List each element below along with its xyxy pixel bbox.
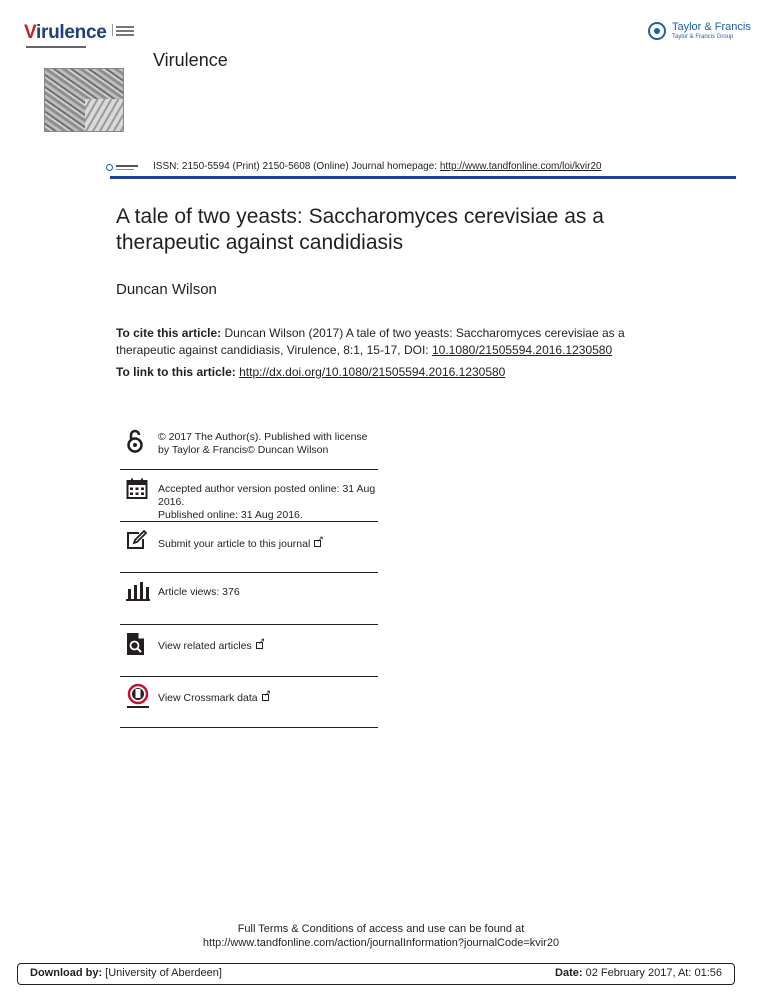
terms-line-1: Full Terms & Conditions of access and use can be found at xyxy=(237,923,525,935)
terms-notice xyxy=(0,922,762,950)
crossmark-link[interactable]: View Crossmark data xyxy=(158,692,258,704)
cover-logo: Virulence xyxy=(24,22,107,43)
cite-label: To cite this article: xyxy=(116,326,222,340)
small-publisher-icon xyxy=(106,163,140,172)
dates-row xyxy=(120,478,378,522)
calendar-icon xyxy=(126,478,148,500)
article-url-link[interactable]: http://dx.doi.org/10.1080/21505594.2016.1230580 xyxy=(239,365,506,379)
publisher-logo xyxy=(648,20,751,46)
external-link-icon xyxy=(314,540,321,547)
link-label: To link to this article: xyxy=(116,365,240,379)
info-divider xyxy=(120,727,378,728)
crossmark-icon xyxy=(126,684,150,710)
cover-tagline xyxy=(26,46,86,48)
search-document-icon xyxy=(126,632,146,656)
license-row xyxy=(120,428,378,468)
dates-text xyxy=(158,483,380,522)
doi-link[interactable]: 10.1080/21505594.2016.1230580 xyxy=(431,342,613,357)
related-row[interactable] xyxy=(120,632,378,662)
submit-article-link[interactable]: Submit your article to this journal xyxy=(158,538,311,550)
article-views: Article views: 376 xyxy=(158,586,240,598)
crossmark-row[interactable] xyxy=(120,684,378,714)
publisher-group: Taylor & Francis Group xyxy=(672,34,734,40)
article-title: A tale of two yeasts: Saccharomyces cerevisiae as a therapeutic against candidiasis xyxy=(116,205,604,254)
issn-line: ISSN: 2150-5594 (Print) 2150-5608 (Online) Journal homepage: http://www.tandfonline.com/loi/kvir20 xyxy=(153,161,602,172)
citation xyxy=(116,325,676,358)
submit-row[interactable] xyxy=(120,530,378,560)
download-date xyxy=(555,967,722,979)
published-date: Published online: 31 Aug 2016. xyxy=(158,509,303,521)
journal-title: Virulence xyxy=(153,50,228,70)
edit-icon xyxy=(126,530,148,550)
views-row xyxy=(120,580,378,610)
external-link-icon xyxy=(262,694,269,701)
terms-link[interactable]: http://www.tandfonline.com/action/journalInformation?journalCode=kvir20 xyxy=(202,937,560,949)
publisher-logo-icon xyxy=(648,22,666,40)
download-info-bar xyxy=(17,963,735,985)
article-link xyxy=(116,365,676,379)
info-divider xyxy=(120,469,378,470)
cover-sublogo xyxy=(112,24,139,36)
header-divider xyxy=(110,176,736,179)
date-label: Date: xyxy=(555,967,583,979)
external-link-icon xyxy=(256,642,263,649)
info-divider xyxy=(120,624,378,625)
related-articles-link[interactable]: View related articles xyxy=(158,640,252,652)
cite-text: Duncan Wilson (2017) A tale of two yeasts: Saccharomyces cerevisiae as a therapeutic against candidiasis, Virulence, 8:1, 15-17, DOI: xyxy=(116,326,625,357)
open-access-icon xyxy=(126,428,144,454)
download-label: Download by: xyxy=(30,967,103,979)
license-text: © 2017 The Author(s). Published with license by Taylor & Francis© Duncan Wilson xyxy=(158,431,368,456)
journal-homepage-link[interactable]: http://www.tandfonline.com/loi/kvir20 xyxy=(439,161,602,172)
author-name: Duncan Wilson xyxy=(116,281,217,298)
download-institution: [University of Aberdeen] xyxy=(102,967,222,979)
info-divider xyxy=(120,521,378,522)
bar-chart-icon xyxy=(126,581,150,601)
date-value: 02 February 2017, At: 01:56 xyxy=(582,967,722,979)
cover-image xyxy=(44,68,124,132)
publisher-name: Taylor & Francis xyxy=(672,21,751,33)
download-by xyxy=(30,967,222,979)
journal-cover xyxy=(24,22,124,130)
accepted-date: Accepted author version posted online: 31 Aug 2016. xyxy=(158,483,376,508)
info-divider xyxy=(120,676,378,677)
info-divider xyxy=(120,572,378,573)
